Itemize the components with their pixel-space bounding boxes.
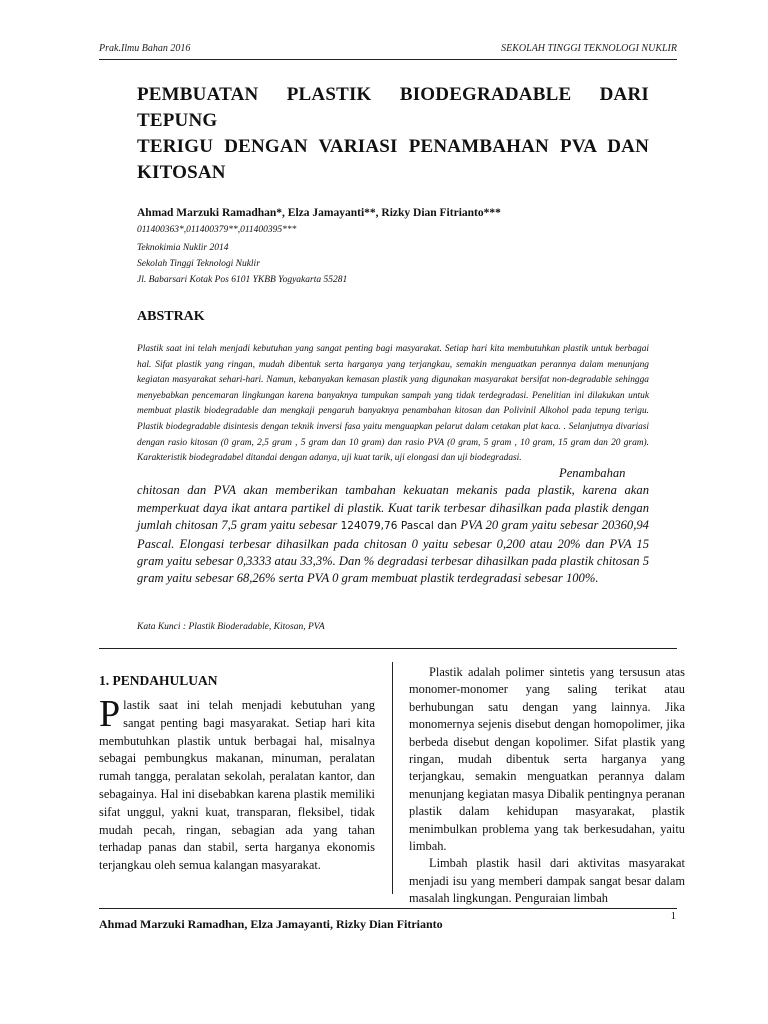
author-list: Ahmad Marzuki Ramadhan*, Elza Jamayanti**, Rizky Dian Fitrianto*** bbox=[137, 207, 501, 219]
title-line: TERIGU DENGAN VARIASI PENAMBAHAN PVA DAN bbox=[137, 136, 649, 157]
title-line: KITOSAN bbox=[137, 162, 226, 183]
page-number: 1 bbox=[670, 911, 676, 922]
running-header-left: Prak.Ilmu Bahan 2016 bbox=[99, 43, 191, 54]
abstract-results-text-2: PVA 20 gram yaitu sebesar 20360,94 Pascal. Elongasi terbesar dihasilkan pada chitosan 0 yaitu sebesar 0,200 atau 20% dan PVA 15 gram yaitu sebesar 0,3333 atau 33,3%. Dan % degradasi terbesar dihasilkan pada plastik chitosan 5 gram yaitu sebesar 68,26% serta PVA 0 gram membuat plastik terdegradasi sebesar 100%. bbox=[137, 518, 649, 586]
header-divider bbox=[99, 59, 677, 60]
running-header-right: SEKOLAH TINGGI TEKNOLOGI NUKLIR bbox=[501, 43, 677, 54]
column-divider bbox=[392, 662, 393, 894]
affiliation-address: Jl. Babarsari Kotak Pos 6101 YKBB Yogyakarta 55281 bbox=[137, 275, 348, 285]
footer-authors: Ahmad Marzuki Ramadhan, Elza Jamayanti, Rizky Dian Fitrianto bbox=[99, 917, 443, 931]
abstract-text: Plastik saat ini telah menjadi kebutuhan yang sangat penting bagi masyarakat. Setiap hari kita membutuhkan plastik untuk berbagai hal. Sifat plastik yang ringan, mudah dibentuk serta harganya yang terjangkau, semakin menguatkan perannya dalam menunjang kegiatan masyarakat sehari-hari. Namun, kebanyakan kemasan plastik yang digunakan masyarakat bersifat non-degradable sehingga menyebabkan pencemaran lingkungan karena banyaknya tumpukan sampah yang tidak terdegradasi. Penelitian ini dilakukan untuk membuat plastik biodegradable dan mengkaji pengaruh banyaknya penambahan kitosan dan Polivinil Alkohol pada tepung terigu. Plastik biodegradable disintesis dengan teknik inversi fasa yaitu menguapkan pelarut dalam cetakan plat kaca. . Selanjutnya divariasi dengan rasio kitosan (0 gram, 2,5 gram , 5 gram dan 10 gram) dan rasio PVA (0 gram, 5 gram , 10 gram, 15 gram dan 20 gram). Karakteristik biodegradabel ditandai dengan adanya, uji kuat tarik, uji elongasi dan uji biodegradasi. bbox=[137, 344, 649, 464]
abstract-body bbox=[137, 342, 649, 467]
title-line: PEMBUATAN PLASTIK BIODEGRADABLE DARI TEPUNG bbox=[137, 84, 649, 131]
paragraph: Limbah plastik hasil dari aktivitas masyarakat menjadi isu yang memberi dampak sangat besar dalam masalah lingkungan. Penguraian limbah bbox=[409, 856, 685, 906]
footer-divider bbox=[99, 908, 677, 909]
abstract-heading: ABSTRAK bbox=[137, 309, 205, 324]
paper-title bbox=[137, 82, 649, 186]
section-divider bbox=[99, 648, 677, 649]
abstract-mixed-font-value: 124079,76 Pascal dan bbox=[340, 520, 458, 533]
keywords: Kata Kunci : Plastik Bioderadable, Kitosan, PVA bbox=[137, 622, 325, 632]
drop-cap: P bbox=[99, 693, 121, 735]
abstract-lead-word: Penambahan bbox=[559, 466, 626, 480]
affiliation-program: Teknokimia Nuklir 2014 bbox=[137, 243, 229, 253]
paragraph: Plastik adalah polimer sintetis yang tersusun atas monomer-monomer yang saling terikat atau berhubungan satu dengan yang lainnya. Jika monomernya sejenis disebut dengan homopolimer, jika berbeda disebut dengan kopolimer. Sifat plastik yang ringan, mudah dibentuk serta harganya yang terjangkau, semakin menguatkan perannya dalam menunjang kegiatan masya Dibalik pentingnya peranan plastik dalam kehidupan masyarakat, plastik menimbulkan problema yang tak berkesudahan, yaitu limbah. bbox=[409, 665, 685, 854]
section-heading: 1. PENDAHULUAN bbox=[99, 673, 218, 688]
abstract-results-text: chitosan dan PVA akan memberikan tambahan kekuatan mekanis pada plastik, karena akan memperkuat daya ikat antara partikel di plastik. Kuat tarik terbesar dihasilkan pada plastik dengan jumlah chitosan 7,5 gram yaitu sebesar bbox=[137, 483, 649, 533]
right-column-text bbox=[409, 664, 685, 908]
student-ids: 011400363*,011400379**,011400395*** bbox=[137, 225, 297, 235]
left-column-text bbox=[99, 693, 375, 875]
affiliation-institution: Sekolah Tinggi Teknologi Nuklir bbox=[137, 259, 260, 269]
abstract-body-continued bbox=[137, 465, 649, 588]
intro-paragraph: lastik saat ini telah menjadi kebutuhan yang sangat penting bagi masyarakat. Setiap hari kita membutuhkan plastik untuk berbagai hal, misalnya sebagai pembungkus makanan, minuman, peralatan rumah tangga, peralatan sekolah, peralatan kantor, dan sebagainya. Hal ini disebabkan karena plastik memiliki sifat unggul, yakni kuat, transparan, fleksibel, tidak mudah pecah, ringan, sebagian ada yang tahan terhadap panas dan stabil, serta harganya ekonomis terjangkau oleh semua kalangan masyarakat. bbox=[99, 698, 375, 873]
